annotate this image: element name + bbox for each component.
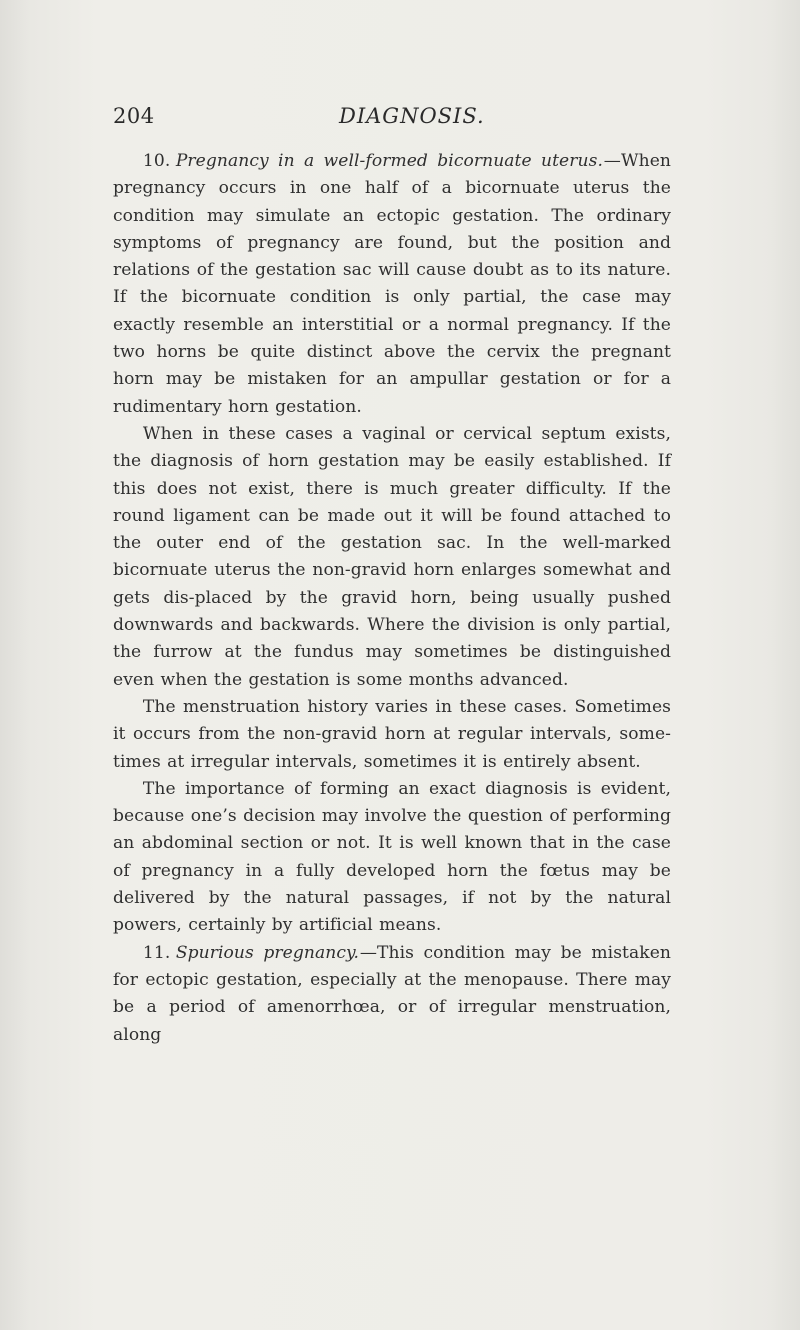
section-11-title: Spurious pregnancy. xyxy=(175,942,359,963)
section-11-paragraph xyxy=(113,940,671,1049)
section-10-number: 10. xyxy=(142,151,171,171)
section-10-title: Pregnancy in a well-formed bicornuate uterus. xyxy=(175,151,603,171)
right-page-shadow xyxy=(770,0,800,1330)
running-head: DIAGNOSIS. xyxy=(339,104,485,128)
page-number: 204 xyxy=(113,104,155,128)
section-10-paragraph xyxy=(113,148,671,421)
menstruation-history-paragraph: The menstruation history varies in these cases. Sometimes it occurs from the non-gravid horn at regular intervals, some-times at irregular intervals, sometimes it is entirely absent. xyxy=(113,696,671,772)
section-11-text: —This condition may be mistaken for ectopic gestation, especially at the menopause. There may be a period of amenorrhœa, or of irregular menstruation, along xyxy=(113,942,672,1045)
horn-gestation-paragraph: When in these cases a vaginal or cervical septum exists, the diagnosis of horn gestation may be easily established. If this does not exist, there is much greater difficulty. If the round ligament can be made out it will be found attached to the outer end of the gestation sac. In the well-marked bicornuate uterus the non-gravid horn enlarges somewhat and gets dis-placed by the gravid horn, being usually pushed downwards and backwards. Where the division is only partial, the furrow at the fundus may sometimes be distinguished even when the gestation is some months advanced. xyxy=(113,423,671,690)
section-10-text: —When pregnancy occurs in one half of a bicornuate uterus the condition may simulate an ectopic gestation. The ordinary symptoms of pregnancy are found, but the position and relations of the gestation sac will cause doubt as to its nature. If the bicornuate condition is only partial, the case may exactly resemble an interstitial or a normal pregnancy. If the two horns be quite distinct above the cervix the pregnant horn may be mistaken for an ampullar gestation or for a rudimentary horn gestation. xyxy=(113,151,671,417)
page-header xyxy=(113,104,673,138)
body-text xyxy=(113,148,671,1049)
diagnosis-importance-paragraph: The importance of forming an exact diagnosis is evident, because one’s decision may involve the question of performing an abdominal section or not. It is well known that in the case of pregnancy in a fully developed horn the fœtus may be delivered by the natural passages, if not by the natural powers, certainly by artificial means. xyxy=(113,778,671,936)
left-page-shadow xyxy=(0,0,30,1330)
section-11-number: 11. xyxy=(142,942,171,963)
